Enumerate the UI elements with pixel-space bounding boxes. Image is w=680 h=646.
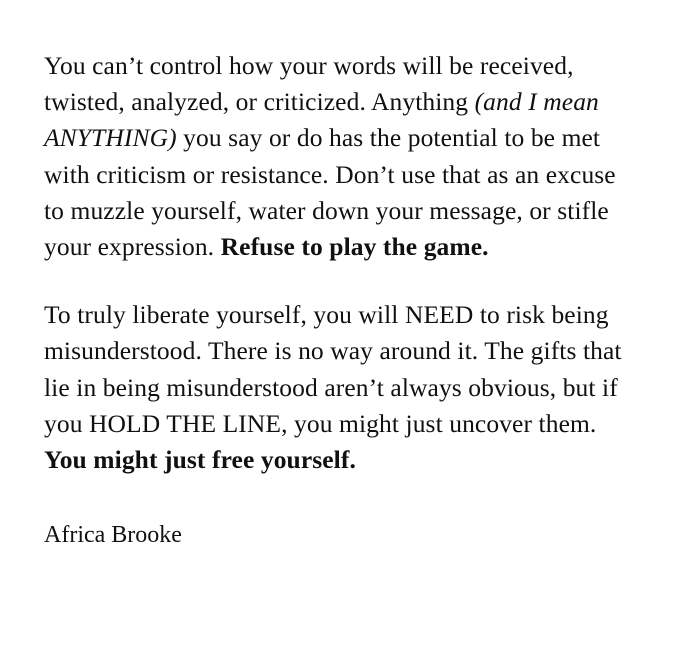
quote-segment-italic: (and I mean ANYTHING) bbox=[44, 87, 605, 153]
quote-segment-bold: Refuse to play the game. bbox=[220, 232, 489, 262]
quote-segment-normal: you say or do has the potential to be met with criticism or resistance. Don’t use that as an excuse to muzzle yourself, water down your message, or stifle your expression. bbox=[44, 123, 623, 262]
quote-body bbox=[44, 48, 638, 478]
quote-segment-bold: You might just free yourself. bbox=[44, 445, 356, 475]
quote-segment-normal: You can’t control how your words will be received, twisted, analyzed, or criticized. Anything bbox=[44, 51, 581, 117]
quote-paragraph-2 bbox=[44, 297, 638, 478]
quote-paragraph-1 bbox=[44, 48, 638, 265]
quote-segment-normal: To truly liberate yourself, you will NEED to risk being misunderstood. There is no way around it. The gifts that lie in being misunderstood aren’t always obvious, but if you HOLD THE LINE, you might just uncover them. bbox=[44, 300, 629, 438]
quote-attribution: Africa Brooke bbox=[44, 522, 182, 549]
